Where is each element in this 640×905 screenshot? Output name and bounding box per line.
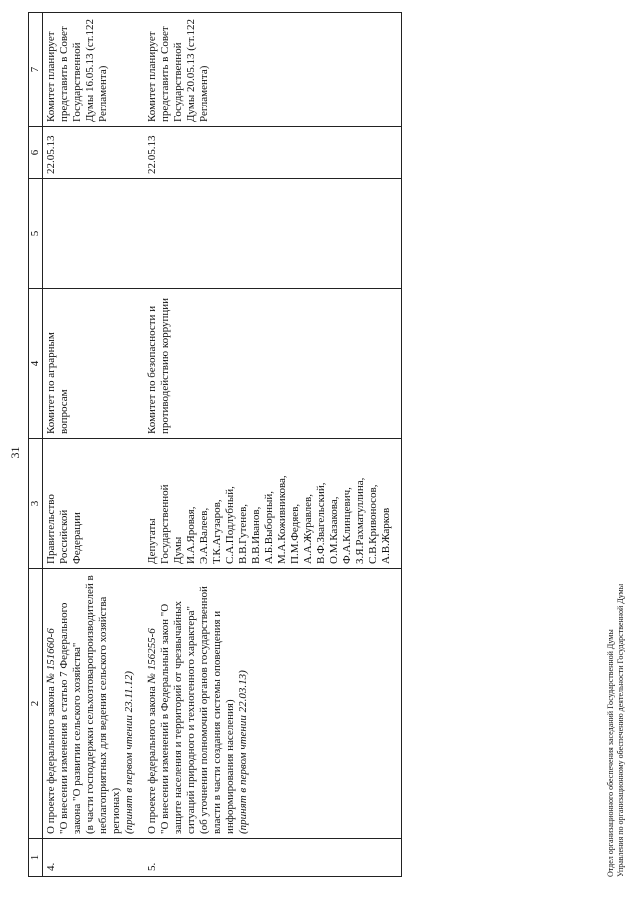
column-5-cell xyxy=(144,179,402,289)
plan-cell: Комитет планирует представить в Совет Государственной Думы 16.05.13 (ст.122 Регламента) xyxy=(43,13,145,127)
initiator-line: В.Ф.Звагельский, xyxy=(315,482,327,564)
column-header-3: 3 xyxy=(29,439,43,569)
row-number: 5. xyxy=(144,839,402,877)
initiator-line: М.А.Коживникова, xyxy=(276,475,288,564)
table-header-row xyxy=(29,13,43,877)
footer xyxy=(606,584,626,877)
row-number: 4. xyxy=(43,839,145,877)
bill-prefix: О проекте федерального закона xyxy=(45,686,57,834)
bill-title: "О внесении изменения в статью 7 Федерального закона "О развитии сельского хозяйства" xyxy=(58,602,83,834)
bill-status: (принят в первом чтении 22.03.13) xyxy=(237,670,249,834)
column-header-6: 6 xyxy=(29,127,43,179)
footer-line: Отдел организационного обеспечения заседаний Государственной Думы xyxy=(606,629,615,877)
initiator-line: Федерации xyxy=(71,512,83,564)
column-5-cell xyxy=(43,179,145,289)
bill-note: (об уточнении полномочий органов государственной власти в части создания системы оповещения и информирования населения) xyxy=(198,586,236,834)
initiator-line: П.М.Федяев, xyxy=(289,503,301,564)
date-cell: 22.05.13 xyxy=(144,127,402,179)
initiator-line: Т.К.Агузаров, xyxy=(211,499,223,564)
initiator-line: Российской xyxy=(58,509,70,564)
initiator-line: Ф.А.Клинцевич, xyxy=(341,487,353,564)
initiator-line: В.В.Гутенев, xyxy=(237,503,249,564)
initiator-line: Государственной xyxy=(159,484,171,564)
committee-cell: Комитет по безопасности и противодействию коррупции xyxy=(144,289,402,439)
initiator-cell xyxy=(43,439,145,569)
plan-cell: Комитет планирует представить в Совет Государственной Думы 20.05.13 (ст.122 Регламента) xyxy=(144,13,402,127)
page-number: 31 xyxy=(8,446,22,459)
initiator-line: А.Б.Выборный, xyxy=(263,491,275,564)
initiator-line: С.В.Кривоносов, xyxy=(367,484,379,564)
column-header-4: 4 xyxy=(29,289,43,439)
initiator-line: Депутаты xyxy=(146,518,158,564)
initiator-line: Думы xyxy=(172,536,184,564)
initiator-line: В.В.Иванов, xyxy=(250,506,262,564)
table-row xyxy=(43,13,145,877)
column-header-2: 2 xyxy=(29,569,43,839)
bill-cell xyxy=(144,569,402,839)
bill-note: (в части господдержки сельхозтоваропроизводителей в неблагоприятных для ведения сельского хозяйства регионах) xyxy=(84,575,122,834)
initiator-line: И.А.Яровая, xyxy=(185,506,197,564)
bill-title: "О внесении изменений в Федеральный закон "О защите населения и территорий от чрезвычайных ситуаций природного и техногенного характера" xyxy=(159,600,197,834)
bill-cell xyxy=(43,569,145,839)
column-header-1: 1 xyxy=(29,839,43,877)
initiator-line: О.М.Казакова, xyxy=(328,496,340,564)
table-row xyxy=(144,13,402,877)
footer-line: Управления по организационному обеспечению деятельности Государственной Думы xyxy=(616,583,625,877)
bills-table xyxy=(28,12,402,877)
initiator-line: З.Я.Рахматуллина, xyxy=(354,477,366,564)
initiator-line: Э.А.Валеев, xyxy=(198,507,210,564)
committee-cell: Комитет по аграрным вопросам xyxy=(43,289,145,439)
bill-number: № 151660-6 xyxy=(45,628,57,684)
initiator-line: А.А.Журавлев, xyxy=(302,494,314,564)
date-cell: 22.05.13 xyxy=(43,127,145,179)
column-header-7: 7 xyxy=(29,13,43,127)
column-header-5: 5 xyxy=(29,179,43,289)
bill-status: (принят в первом чтении 23.11.12) xyxy=(123,671,135,834)
initiator-line: А.В.Жарков xyxy=(380,507,392,564)
initiator-line: С.А.Подлубный, xyxy=(224,486,236,564)
bill-number: № 156255-6 xyxy=(146,628,158,684)
bill-prefix: О проекте федерального закона xyxy=(146,686,158,834)
initiator-cell xyxy=(144,439,402,569)
initiator-line: Правительство xyxy=(45,494,57,564)
